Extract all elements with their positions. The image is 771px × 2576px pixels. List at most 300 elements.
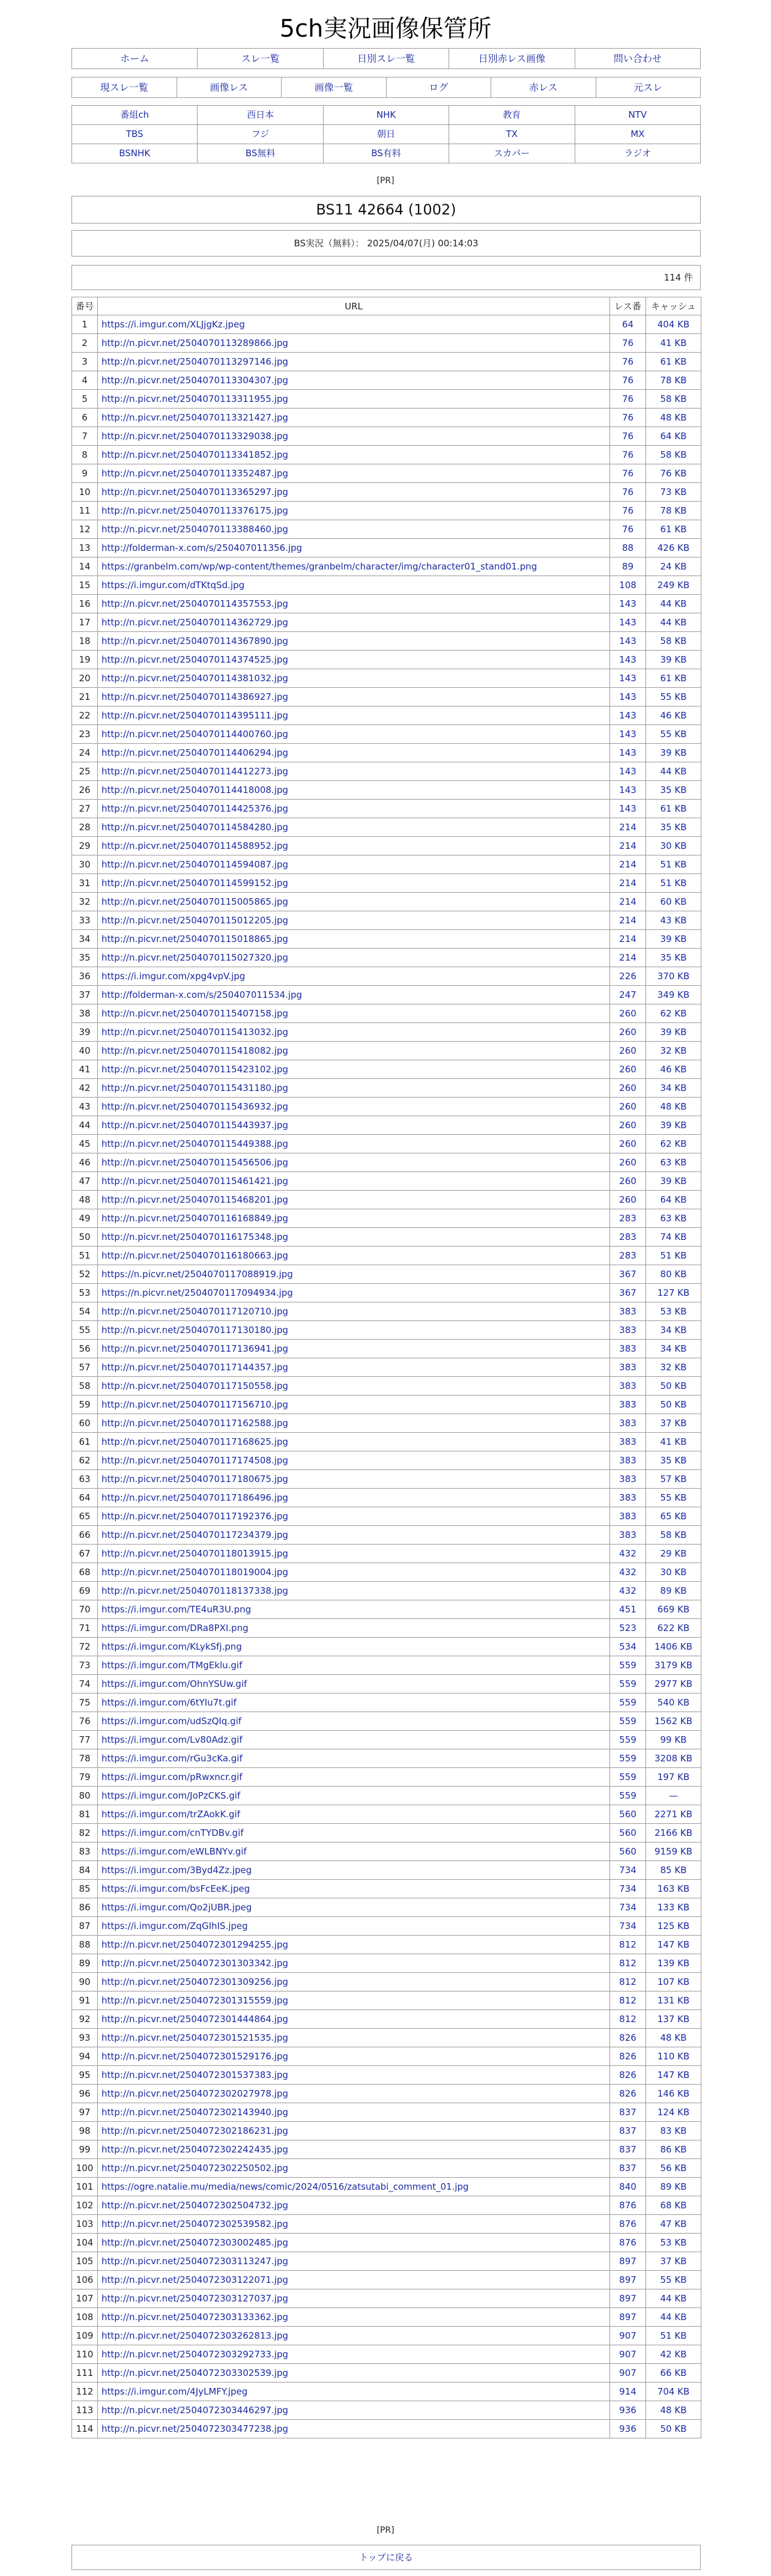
cache-link[interactable]: 66 KB (646, 2364, 701, 2383)
cache-link[interactable]: 51 KB (646, 855, 701, 874)
cache-link[interactable]: 74 KB (646, 1228, 701, 1247)
nav-original-thread[interactable]: 元スレ (596, 77, 701, 97)
channel-link[interactable]: 朝日 (323, 125, 449, 144)
res-number-link[interactable]: 76 (610, 353, 646, 371)
image-url-link[interactable]: http://n.picvr.net/2504072303113247.jpg (98, 2252, 610, 2271)
image-url-link[interactable]: http://n.picvr.net/2504070113365297.jpg (98, 483, 610, 502)
res-number-link[interactable]: 260 (610, 1172, 646, 1191)
cache-link[interactable]: 39 KB (646, 651, 701, 669)
res-number-link[interactable]: 383 (610, 1507, 646, 1526)
image-url-link[interactable]: http://n.picvr.net/2504070115431180.jpg (98, 1079, 610, 1098)
res-number-link[interactable]: 143 (610, 781, 646, 800)
image-url-link[interactable]: https://ogre.natalie.mu/media/news/comic/2024/0516/zatsutabi_comment_01.jpg (98, 2178, 610, 2196)
image-url-link[interactable]: https://i.imgur.com/cnTYDBv.gif (98, 1824, 610, 1842)
cache-link[interactable]: 57 KB (646, 1470, 701, 1489)
res-number-link[interactable]: 826 (610, 2066, 646, 2085)
res-number-link[interactable]: 260 (610, 1079, 646, 1098)
res-number-link[interactable]: 143 (610, 800, 646, 818)
cache-link[interactable]: 349 KB (646, 986, 701, 1004)
cache-link[interactable]: 51 KB (646, 874, 701, 893)
cache-link[interactable]: 48 KB (646, 2401, 701, 2420)
image-url-link[interactable]: http://n.picvr.net/2504070116180663.jpg (98, 1247, 610, 1265)
cache-link[interactable]: 44 KB (646, 613, 701, 632)
image-url-link[interactable]: http://n.picvr.net/2504070114367890.jpg (98, 632, 610, 651)
image-url-link[interactable]: http://n.picvr.net/2504070113329038.jpg (98, 427, 610, 446)
cache-link[interactable]: 1562 KB (646, 1712, 701, 1731)
res-number-link[interactable]: 837 (610, 2122, 646, 2140)
res-number-link[interactable]: 260 (610, 1060, 646, 1079)
res-number-link[interactable]: 837 (610, 2140, 646, 2159)
image-url-link[interactable]: http://n.picvr.net/2504070117162588.jpg (98, 1414, 610, 1433)
image-url-link[interactable]: http://n.picvr.net/2504072301529176.jpg (98, 2047, 610, 2066)
image-url-link[interactable]: http://n.picvr.net/2504070117144357.jpg (98, 1358, 610, 1377)
image-url-link[interactable]: http://n.picvr.net/2504070114362729.jpg (98, 613, 610, 632)
cache-link[interactable]: 55 KB (646, 725, 701, 744)
cache-link[interactable]: 29 KB (646, 1545, 701, 1563)
cache-link[interactable]: 2271 KB (646, 1805, 701, 1824)
cache-link[interactable]: 50 KB (646, 1377, 701, 1396)
image-url-link[interactable]: http://n.picvr.net/2504070115456506.jpg (98, 1153, 610, 1172)
cache-link[interactable]: 48 KB (646, 409, 701, 427)
channel-link[interactable]: 番組ch (120, 109, 150, 120)
image-url-link[interactable]: https://i.imgur.com/dTKtqSd.jpg (98, 576, 610, 595)
cache-link[interactable]: 3208 KB (646, 1749, 701, 1768)
image-url-link[interactable]: https://i.imgur.com/ZqGIhIS.jpeg (98, 1917, 610, 1936)
image-url-link[interactable]: http://n.picvr.net/2504070113289866.jpg (98, 334, 610, 353)
image-url-link[interactable]: https://i.imgur.com/udSzQIq.gif (98, 1712, 610, 1731)
image-url-link[interactable]: http://n.picvr.net/2504070113388460.jpg (98, 520, 610, 539)
image-url-link[interactable]: http://n.picvr.net/2504070118013915.jpg (98, 1545, 610, 1563)
cache-link[interactable]: 32 KB (646, 1042, 701, 1060)
res-number-link[interactable]: 367 (610, 1284, 646, 1302)
cache-link[interactable]: 39 KB (646, 744, 701, 762)
res-number-link[interactable]: 283 (610, 1209, 646, 1228)
channel-link[interactable]: NTV (575, 106, 700, 124)
res-number-link[interactable]: 76 (610, 390, 646, 409)
channel-link[interactable]: 教育 (449, 106, 574, 124)
image-url-link[interactable]: http://n.picvr.net/2504072302242435.jpg (98, 2140, 610, 2159)
image-url-link[interactable]: http://n.picvr.net/2504070115443937.jpg (98, 1116, 610, 1135)
channel-link[interactable]: フジ (197, 125, 322, 144)
res-number-link[interactable]: 76 (610, 427, 646, 446)
image-url-link[interactable]: http://n.picvr.net/2504070114412273.jpg (98, 762, 610, 781)
image-url-link[interactable]: http://n.picvr.net/2504070114584280.jpg (98, 818, 610, 837)
res-number-link[interactable]: 432 (610, 1545, 646, 1563)
channel-link[interactable]: TBS (125, 129, 144, 139)
res-number-link[interactable]: 76 (610, 464, 646, 483)
cache-link[interactable]: 124 KB (646, 2103, 701, 2122)
image-url-link[interactable]: http://n.picvr.net/2504070113376175.jpg (98, 502, 610, 520)
res-number-link[interactable]: 559 (610, 1749, 646, 1768)
res-number-link[interactable]: 734 (610, 1880, 646, 1898)
cache-link[interactable]: 39 KB (646, 1172, 701, 1191)
cache-link[interactable]: 2166 KB (646, 1824, 701, 1842)
cache-link[interactable]: 39 KB (646, 1116, 701, 1135)
image-url-link[interactable]: http://n.picvr.net/2504070117174508.jpg (98, 1451, 610, 1470)
res-number-link[interactable]: 907 (610, 2327, 646, 2345)
image-url-link[interactable]: http://n.picvr.net/2504070117192376.jpg (98, 1507, 610, 1526)
cache-link[interactable]: 64 KB (646, 427, 701, 446)
cache-link[interactable]: 63 KB (646, 1153, 701, 1172)
cache-link[interactable]: 42 KB (646, 2345, 701, 2364)
image-url-link[interactable]: https://i.imgur.com/OhnYSUw.gif (98, 1675, 610, 1694)
image-url-link[interactable]: http://n.picvr.net/2504070114588952.jpg (98, 837, 610, 855)
cache-link[interactable]: 622 KB (646, 1619, 701, 1638)
cache-link[interactable]: 62 KB (646, 1135, 701, 1153)
image-url-link[interactable]: http://n.picvr.net/2504070117186496.jpg (98, 1489, 610, 1507)
cache-link[interactable]: 58 KB (646, 632, 701, 651)
cache-link[interactable]: 9159 KB (646, 1842, 701, 1861)
cache-link[interactable]: 32 KB (646, 1358, 701, 1377)
cache-link[interactable]: 3179 KB (646, 1656, 701, 1675)
res-number-link[interactable]: 260 (610, 1153, 646, 1172)
image-url-link[interactable]: http://n.picvr.net/2504070113321427.jpg (98, 409, 610, 427)
image-url-link[interactable]: http://n.picvr.net/2504070115468201.jpg (98, 1191, 610, 1209)
cache-link[interactable]: 85 KB (646, 1861, 701, 1880)
res-number-link[interactable]: 143 (610, 669, 646, 688)
res-number-link[interactable]: 560 (610, 1842, 646, 1861)
cache-link[interactable]: 704 KB (646, 2383, 701, 2401)
image-url-link[interactable]: http://n.picvr.net/2504072302504732.jpg (98, 2196, 610, 2215)
res-number-link[interactable]: 734 (610, 1917, 646, 1936)
image-url-link[interactable]: https://i.imgur.com/XLJjgKz.jpeg (98, 315, 610, 334)
cache-link[interactable]: 146 KB (646, 2085, 701, 2103)
channel-link[interactable]: TX (449, 125, 574, 144)
res-number-link[interactable]: 76 (610, 483, 646, 502)
res-number-link[interactable]: 897 (610, 2289, 646, 2308)
res-number-link[interactable]: 559 (610, 1768, 646, 1787)
image-url-link[interactable]: http://n.picvr.net/2504070117136941.jpg (98, 1340, 610, 1358)
image-url-link[interactable]: http://n.picvr.net/2504070114418008.jpg (98, 781, 610, 800)
cache-link[interactable]: 44 KB (646, 2308, 701, 2327)
res-number-link[interactable]: 214 (610, 911, 646, 930)
res-number-link[interactable]: 214 (610, 874, 646, 893)
nav-daily-red-images[interactable]: 日別赤レス画像 (449, 49, 574, 68)
image-url-link[interactable]: http://n.picvr.net/2504072302250502.jpg (98, 2159, 610, 2178)
cache-link[interactable]: 44 KB (646, 595, 701, 613)
res-number-link[interactable]: 226 (610, 967, 646, 986)
res-number-link[interactable]: 214 (610, 949, 646, 967)
cache-link[interactable]: 163 KB (646, 1880, 701, 1898)
channel-link[interactable]: NHK (323, 106, 449, 124)
image-url-link[interactable]: http://n.picvr.net/2504070115449388.jpg (98, 1135, 610, 1153)
res-number-link[interactable]: 897 (610, 2308, 646, 2327)
image-url-link[interactable]: https://i.imgur.com/Lv80Adz.gif (98, 1731, 610, 1749)
cache-link[interactable]: 44 KB (646, 762, 701, 781)
res-number-link[interactable]: 734 (610, 1898, 646, 1917)
res-number-link[interactable]: 143 (610, 613, 646, 632)
res-number-link[interactable]: 88 (610, 539, 646, 557)
cache-link[interactable]: 125 KB (646, 1917, 701, 1936)
res-number-link[interactable]: 907 (610, 2364, 646, 2383)
nav-log[interactable]: ログ (386, 77, 491, 97)
image-url-link[interactable]: http://n.picvr.net/2504072301444864.jpg (98, 2010, 610, 2029)
cache-link[interactable]: 44 KB (646, 2289, 701, 2308)
res-number-link[interactable]: 143 (610, 632, 646, 651)
cache-link[interactable]: 50 KB (646, 1396, 701, 1414)
res-number-link[interactable]: 432 (610, 1582, 646, 1600)
cache-link[interactable]: 62 KB (646, 1004, 701, 1023)
image-url-link[interactable]: http://n.picvr.net/2504070117168625.jpg (98, 1433, 610, 1451)
res-number-link[interactable]: 914 (610, 2383, 646, 2401)
cache-link[interactable]: 64 KB (646, 1191, 701, 1209)
res-number-link[interactable]: 260 (610, 1023, 646, 1042)
nav-daily-thread-list[interactable]: 日別スレ一覧 (323, 49, 449, 68)
res-number-link[interactable]: 283 (610, 1247, 646, 1265)
res-number-link[interactable]: 143 (610, 595, 646, 613)
res-number-link[interactable]: 143 (610, 744, 646, 762)
res-number-link[interactable]: 383 (610, 1321, 646, 1340)
cache-link[interactable]: 37 KB (646, 2252, 701, 2271)
channel-link[interactable]: スカパー (449, 144, 574, 163)
res-number-link[interactable]: 143 (610, 688, 646, 706)
cache-link[interactable]: 37 KB (646, 1414, 701, 1433)
cache-link[interactable]: 39 KB (646, 930, 701, 949)
cache-link[interactable]: 48 KB (646, 2029, 701, 2047)
res-number-link[interactable]: 89 (610, 557, 646, 576)
cache-link[interactable]: 35 KB (646, 818, 701, 837)
cache-link[interactable]: 80 KB (646, 1265, 701, 1284)
image-url-link[interactable]: http://n.picvr.net/2504070113311955.jpg (98, 390, 610, 409)
image-url-link[interactable]: http://n.picvr.net/2504072302027978.jpg (98, 2085, 610, 2103)
image-url-link[interactable]: http://n.picvr.net/2504070115012205.jpg (98, 911, 610, 930)
image-url-link[interactable]: https://i.imgur.com/TMgEklu.gif (98, 1656, 610, 1675)
image-url-link[interactable]: http://n.picvr.net/2504072303302539.jpg (98, 2364, 610, 2383)
cache-link[interactable]: 68 KB (646, 2196, 701, 2215)
image-url-link[interactable]: http://n.picvr.net/2504070116175348.jpg (98, 1228, 610, 1247)
res-number-link[interactable]: 383 (610, 1433, 646, 1451)
image-url-link[interactable]: https://i.imgur.com/trZAokK.gif (98, 1805, 610, 1824)
res-number-link[interactable]: 383 (610, 1358, 646, 1377)
res-number-link[interactable]: 812 (610, 1991, 646, 2010)
image-url-link[interactable]: http://n.picvr.net/2504072303127037.jpg (98, 2289, 610, 2308)
image-url-link[interactable]: http://n.picvr.net/2504070115461421.jpg (98, 1172, 610, 1191)
image-url-link[interactable]: http://n.picvr.net/2504070114381032.jpg (98, 669, 610, 688)
res-number-link[interactable]: 214 (610, 855, 646, 874)
nav-image-res[interactable]: 画像レス (177, 77, 282, 97)
nav-current-threads[interactable]: 現スレ一覧 (100, 82, 148, 93)
res-number-link[interactable]: 837 (610, 2159, 646, 2178)
res-number-link[interactable]: 812 (610, 1954, 646, 1973)
cache-link[interactable]: 55 KB (646, 2271, 701, 2289)
res-number-link[interactable]: 383 (610, 1451, 646, 1470)
cache-link[interactable]: 249 KB (646, 576, 701, 595)
cache-link[interactable]: 30 KB (646, 1563, 701, 1582)
image-url-link[interactable]: http://n.picvr.net/2504072303446297.jpg (98, 2401, 610, 2420)
cache-link[interactable]: 83 KB (646, 2122, 701, 2140)
image-url-link[interactable]: https://i.imgur.com/DRa8PXI.png (98, 1619, 610, 1638)
cache-link[interactable]: 47 KB (646, 2215, 701, 2234)
res-number-link[interactable]: 936 (610, 2401, 646, 2420)
cache-link[interactable]: 34 KB (646, 1321, 701, 1340)
cache-link[interactable]: 197 KB (646, 1768, 701, 1787)
image-url-link[interactable]: https://i.imgur.com/4JyLMFY.jpeg (98, 2383, 610, 2401)
channel-link[interactable]: 西日本 (197, 106, 322, 124)
cache-link[interactable]: 63 KB (646, 1209, 701, 1228)
image-url-link[interactable]: https://i.imgur.com/TE4uR3U.png (98, 1600, 610, 1619)
cache-link[interactable]: 426 KB (646, 539, 701, 557)
res-number-link[interactable]: 76 (610, 371, 646, 390)
image-url-link[interactable]: http://n.picvr.net/2504072301309256.jpg (98, 1973, 610, 1991)
cache-link[interactable]: 61 KB (646, 520, 701, 539)
nav-red-res[interactable]: 赤レス (491, 77, 596, 97)
site-title[interactable]: 5ch実況画像保管所 (279, 15, 492, 43)
image-url-link[interactable]: http://n.picvr.net/2504072303122071.jpg (98, 2271, 610, 2289)
cache-link[interactable]: 51 KB (646, 2327, 701, 2345)
res-number-link[interactable]: 559 (610, 1731, 646, 1749)
cache-link[interactable]: 147 KB (646, 1936, 701, 1954)
nav-home[interactable]: ホーム (120, 53, 150, 64)
res-number-link[interactable]: 876 (610, 2196, 646, 2215)
image-url-link[interactable]: http://n.picvr.net/2504072301537383.jpg (98, 2066, 610, 2085)
res-number-link[interactable]: 383 (610, 1302, 646, 1321)
image-url-link[interactable]: https://i.imgur.com/KLykSfj.png (98, 1638, 610, 1656)
image-url-link[interactable]: http://n.picvr.net/2504070113352487.jpg (98, 464, 610, 483)
res-number-link[interactable]: 383 (610, 1414, 646, 1433)
channel-link[interactable]: BSNHK (119, 148, 151, 159)
cache-link[interactable]: 39 KB (646, 1023, 701, 1042)
cache-link[interactable]: 58 KB (646, 390, 701, 409)
cache-link[interactable]: 50 KB (646, 2420, 701, 2438)
res-number-link[interactable]: 214 (610, 818, 646, 837)
image-url-link[interactable]: http://n.picvr.net/2504070114406294.jpg (98, 744, 610, 762)
cache-link[interactable]: 404 KB (646, 315, 701, 334)
image-url-link[interactable]: http://n.picvr.net/2504070115423102.jpg (98, 1060, 610, 1079)
res-number-link[interactable]: 143 (610, 651, 646, 669)
res-number-link[interactable]: 812 (610, 2010, 646, 2029)
res-number-link[interactable]: 560 (610, 1824, 646, 1842)
res-number-link[interactable]: 734 (610, 1861, 646, 1880)
res-number-link[interactable]: 559 (610, 1787, 646, 1805)
res-number-link[interactable]: 283 (610, 1228, 646, 1247)
image-url-link[interactable]: http://folderman-x.com/s/250407011534.jpg (98, 986, 610, 1004)
image-url-link[interactable]: http://n.picvr.net/2504072303133362.jpg (98, 2308, 610, 2327)
cache-link[interactable]: 34 KB (646, 1340, 701, 1358)
image-url-link[interactable]: http://n.picvr.net/2504070115027320.jpg (98, 949, 610, 967)
cache-link[interactable]: 65 KB (646, 1507, 701, 1526)
cache-link[interactable]: 58 KB (646, 1526, 701, 1545)
res-number-link[interactable]: 383 (610, 1526, 646, 1545)
cache-link[interactable]: 1406 KB (646, 1638, 701, 1656)
cache-link[interactable]: 58 KB (646, 446, 701, 464)
cache-link[interactable]: 41 KB (646, 1433, 701, 1451)
channel-link[interactable]: BS無料 (197, 144, 322, 163)
cache-link[interactable]: 86 KB (646, 2140, 701, 2159)
image-url-link[interactable]: https://i.imgur.com/pRwxncr.gif (98, 1768, 610, 1787)
image-url-link[interactable]: https://n.picvr.net/2504070117094934.jpg (98, 1284, 610, 1302)
cache-link[interactable]: — (646, 1787, 701, 1805)
image-url-link[interactable]: http://n.picvr.net/2504070114425376.jpg (98, 800, 610, 818)
res-number-link[interactable]: 367 (610, 1265, 646, 1284)
cache-link[interactable]: 89 KB (646, 2178, 701, 2196)
image-url-link[interactable]: http://n.picvr.net/2504070114395111.jpg (98, 706, 610, 725)
image-url-link[interactable]: https://i.imgur.com/Qo2jUBR.jpeg (98, 1898, 610, 1917)
image-url-link[interactable]: http://n.picvr.net/2504072302186231.jpg (98, 2122, 610, 2140)
cache-link[interactable]: 78 KB (646, 371, 701, 390)
res-number-link[interactable]: 383 (610, 1489, 646, 1507)
res-number-link[interactable]: 143 (610, 762, 646, 781)
image-url-link[interactable]: http://n.picvr.net/2504070118019004.jpg (98, 1563, 610, 1582)
cache-link[interactable]: 99 KB (646, 1731, 701, 1749)
cache-link[interactable]: 41 KB (646, 334, 701, 353)
res-number-link[interactable]: 214 (610, 930, 646, 949)
res-number-link[interactable]: 143 (610, 725, 646, 744)
cache-link[interactable]: 61 KB (646, 800, 701, 818)
cache-link[interactable]: 76 KB (646, 464, 701, 483)
image-url-link[interactable]: http://n.picvr.net/2504070114400760.jpg (98, 725, 610, 744)
image-url-link[interactable]: https://n.picvr.net/2504070117088919.jpg (98, 1265, 610, 1284)
image-url-link[interactable]: http://n.picvr.net/2504070116168849.jpg (98, 1209, 610, 1228)
res-number-link[interactable]: 837 (610, 2103, 646, 2122)
res-number-link[interactable]: 76 (610, 334, 646, 353)
cache-link[interactable]: 110 KB (646, 2047, 701, 2066)
res-number-link[interactable]: 812 (610, 1973, 646, 1991)
res-number-link[interactable]: 534 (610, 1638, 646, 1656)
res-number-link[interactable]: 214 (610, 893, 646, 911)
image-url-link[interactable]: http://n.picvr.net/2504072303477238.jpg (98, 2420, 610, 2438)
nav-contact[interactable]: 問い合わせ (575, 49, 700, 68)
cache-link[interactable]: 2977 KB (646, 1675, 701, 1694)
res-number-link[interactable]: 76 (610, 502, 646, 520)
image-url-link[interactable]: http://n.picvr.net/2504070114599152.jpg (98, 874, 610, 893)
cache-link[interactable]: 139 KB (646, 1954, 701, 1973)
res-number-link[interactable]: 64 (610, 315, 646, 334)
image-url-link[interactable]: http://n.picvr.net/2504072301303342.jpg (98, 1954, 610, 1973)
res-number-link[interactable]: 840 (610, 2178, 646, 2196)
cache-link[interactable]: 669 KB (646, 1600, 701, 1619)
image-url-link[interactable]: http://n.picvr.net/2504070115413032.jpg (98, 1023, 610, 1042)
res-number-link[interactable]: 523 (610, 1619, 646, 1638)
res-number-link[interactable]: 907 (610, 2345, 646, 2364)
res-number-link[interactable]: 876 (610, 2215, 646, 2234)
cache-link[interactable]: 55 KB (646, 1489, 701, 1507)
cache-link[interactable]: 60 KB (646, 893, 701, 911)
res-number-link[interactable]: 897 (610, 2271, 646, 2289)
image-url-link[interactable]: http://n.picvr.net/2504070113304307.jpg (98, 371, 610, 390)
image-url-link[interactable]: http://n.picvr.net/2504070115018865.jpg (98, 930, 610, 949)
res-number-link[interactable]: 897 (610, 2252, 646, 2271)
image-url-link[interactable]: http://n.picvr.net/2504070115436932.jpg (98, 1098, 610, 1116)
res-number-link[interactable]: 143 (610, 706, 646, 725)
channel-link[interactable]: ラジオ (575, 144, 700, 163)
res-number-link[interactable]: 76 (610, 409, 646, 427)
res-number-link[interactable]: 812 (610, 1936, 646, 1954)
res-number-link[interactable]: 432 (610, 1563, 646, 1582)
nav-thread-list[interactable]: スレ一覧 (197, 49, 322, 68)
image-url-link[interactable]: http://n.picvr.net/2504072302539582.jpg (98, 2215, 610, 2234)
image-url-link[interactable]: https://i.imgur.com/xpg4vpV.jpg (98, 967, 610, 986)
image-url-link[interactable]: https://granbelm.com/wp/wp-content/themes/granbelm/character/img/character01_stand01.png (98, 557, 610, 576)
cache-link[interactable]: 30 KB (646, 837, 701, 855)
cache-link[interactable]: 46 KB (646, 706, 701, 725)
cache-link[interactable]: 51 KB (646, 1247, 701, 1265)
cache-link[interactable]: 24 KB (646, 557, 701, 576)
res-number-link[interactable]: 383 (610, 1340, 646, 1358)
res-number-link[interactable]: 559 (610, 1656, 646, 1675)
image-url-link[interactable]: http://n.picvr.net/2504070117150558.jpg (98, 1377, 610, 1396)
image-url-link[interactable]: http://n.picvr.net/2504070115418082.jpg (98, 1042, 610, 1060)
cache-link[interactable]: 35 KB (646, 949, 701, 967)
cache-link[interactable]: 147 KB (646, 2066, 701, 2085)
image-url-link[interactable]: http://n.picvr.net/2504072301521535.jpg (98, 2029, 610, 2047)
image-url-link[interactable]: https://i.imgur.com/6tYIu7t.gif (98, 1694, 610, 1712)
image-url-link[interactable]: http://n.picvr.net/2504070113341852.jpg (98, 446, 610, 464)
image-url-link[interactable]: http://n.picvr.net/2504070114594087.jpg (98, 855, 610, 874)
image-url-link[interactable]: http://n.picvr.net/2504070113297146.jpg (98, 353, 610, 371)
image-url-link[interactable]: http://n.picvr.net/2504070118137338.jpg (98, 1582, 610, 1600)
res-number-link[interactable]: 559 (610, 1694, 646, 1712)
cache-link[interactable]: 43 KB (646, 911, 701, 930)
